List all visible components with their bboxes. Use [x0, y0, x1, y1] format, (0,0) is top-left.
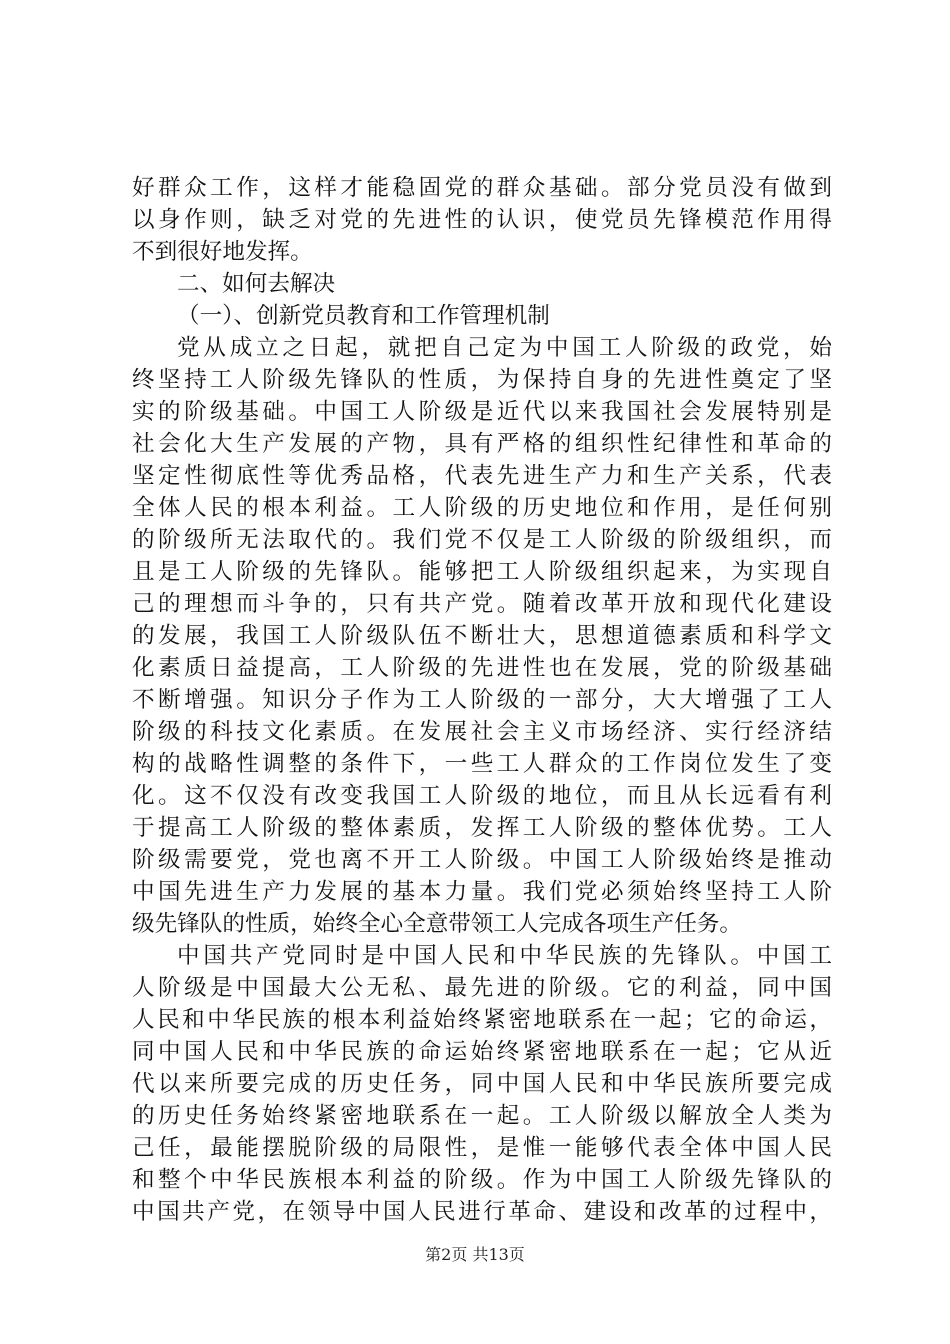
text-line: 全体人民的根本利益。工人阶级的历史地位和作用，是任何别: [132, 495, 832, 521]
text-line: 化。这不仅没有改变我国工人阶级的地位，而且从长远看有利: [132, 783, 832, 809]
text-line: 级先锋队的性质，始终全心全意带领工人完成各项生产任务。: [132, 911, 743, 937]
text-line: 党从成立之日起，就把自己定为中国工人阶级的政党，始: [177, 335, 832, 361]
text-line: 且是工人阶级的先锋队。能够把工人阶级组织起来，为实现自: [132, 559, 832, 585]
text-line: 阶级需要党，党也离不开工人阶级。中国工人阶级始终是推动: [132, 847, 832, 873]
text-line: 二、如何去解决: [177, 271, 336, 297]
text-line: 化素质日益提高，工人阶级的先进性也在发展，党的阶级基础: [132, 655, 832, 681]
text-line: 的发展，我国工人阶级队伍不断壮大，思想道德素质和科学文: [132, 623, 832, 649]
text-line: 的阶级所无法取代的。我们党不仅是工人阶级的阶级组织，而: [132, 527, 832, 553]
document-body: [132, 172, 832, 1228]
text-line: 己任，最能摆脱阶级的局限性，是惟一能够代表全体中国人民: [132, 1135, 832, 1161]
text-line: 构的战略性调整的条件下，一些工人群众的工作岗位发生了变: [132, 751, 832, 777]
text-line: 坚定性彻底性等优秀品格，代表先进生产力和生产关系，代表: [132, 463, 832, 489]
text-line: 中国先进生产力发展的基本力量。我们党必须始终坚持工人阶: [132, 879, 832, 905]
page-footer: 第2页 共13页: [425, 1245, 525, 1264]
text-line: 社会化大生产发展的产物，具有严格的组织性纪律性和革命的: [132, 431, 832, 457]
text-line: 同中国人民和中华民族的命运始终紧密地联系在一起；它从近: [132, 1039, 832, 1065]
text-line: 的历史任务始终紧密地联系在一起。工人阶级以解放全人类为: [132, 1103, 832, 1129]
text-line: 中国共产党，在领导中国人民进行革命、建设和改革的过程中，: [132, 1199, 832, 1225]
text-line: 中国共产党同时是中国人民和中华民族的先锋队。中国工: [177, 943, 832, 969]
text-line: 和整个中华民族根本利益的阶级。作为中国工人阶级先锋队的: [132, 1167, 832, 1193]
text-line: 阶级的科技文化素质。在发展社会主义市场经济、实行经济结: [132, 719, 832, 745]
text-line: 己的理想而斗争的，只有共产党。随着改革开放和现代化建设: [132, 591, 832, 617]
text-line: 人民和中华民族的根本利益始终紧密地联系在一起；它的命运，: [132, 1007, 832, 1033]
text-line: 代以来所要完成的历史任务，同中国人民和中华民族所要完成: [132, 1071, 832, 1097]
text-line: 以身作则，缺乏对党的先进性的认识，使党员先锋模范作用得: [132, 207, 832, 233]
text-line: 好群众工作，这样才能稳固党的群众基础。部分党员没有做到: [132, 175, 832, 201]
text-line: 实的阶级基础。中国工人阶级是近代以来我国社会发展特别是: [132, 399, 832, 425]
text-line: 终坚持工人阶级先锋队的性质，为保持自身的先进性奠定了坚: [132, 367, 832, 393]
text-line: 不到很好地发挥。: [132, 239, 313, 265]
text-line: （一）、创新党员教育和工作管理机制: [177, 303, 550, 329]
text-line: 不断增强。知识分子作为工人阶级的一部分，大大增强了工人: [132, 687, 832, 713]
text-line: 于提高工人阶级的整体素质，发挥工人阶级的整体优势。工人: [132, 815, 832, 841]
text-line: 人阶级是中国最大公无私、最先进的阶级。它的利益，同中国: [132, 975, 832, 1001]
